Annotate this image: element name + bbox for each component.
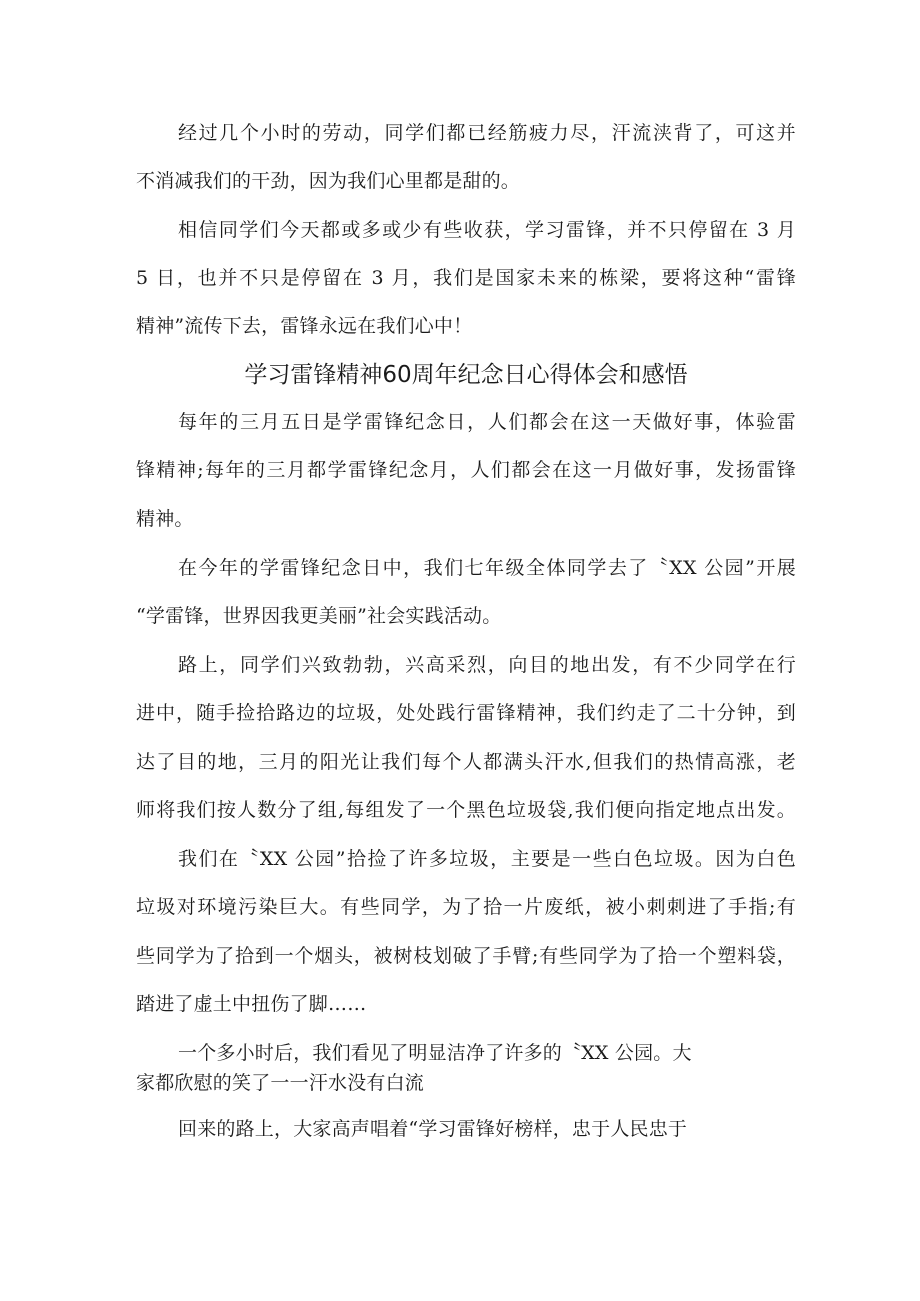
section-title: 学习雷锋精神60周年纪念日心得体会和感悟 bbox=[244, 362, 688, 388]
paragraph-line: 精神。 bbox=[136, 508, 194, 530]
paragraph-line: 家都欣慰的笑了一一汗水没有白流 bbox=[136, 1072, 425, 1094]
paragraph-line: 师将我们按人数分了组,每组发了一个黑色垃圾袋,我们便向指定地点出发。 bbox=[136, 799, 796, 821]
paragraph-line: 一个多小时后，我们看见了明显洁净了许多的〝XX 公园。大 bbox=[178, 1042, 692, 1064]
paragraph-line: 在今年的学雷锋纪念日中，我们七年级全体同学去了〝XX 公园”开展 bbox=[178, 557, 796, 579]
paragraph-line: 精神”流传下去，雷锋永远在我们心中！ bbox=[136, 315, 473, 337]
paragraph-line: “学雷锋，世界因我更美丽”社会实践活动。 bbox=[136, 605, 502, 627]
paragraph-line: 垃圾对环境污染巨大。有些同学，为了拾一片废纸，被小刺刺进了手指;有 bbox=[136, 896, 796, 918]
paragraph-line: 经过几个小时的劳动，同学们都已经筋疲力尽，汗流浃背了，可这并 bbox=[178, 122, 796, 144]
paragraph-line: 我们在〝XX 公园”拾捡了许多垃圾，主要是一些白色垃圾。因为白色 bbox=[178, 848, 796, 870]
paragraph-line: 回来的路上，大家高声唱着“学习雷锋好榜样，忠于人民忠于 bbox=[178, 1118, 688, 1140]
paragraph-line: 相信同学们今天都或多或少有些收获，学习雷锋，并不只停留在 3 月 bbox=[178, 219, 796, 241]
paragraph-line: 每年的三月五日是学雷锋纪念日，人们都会在这一天做好事，体验雷 bbox=[178, 411, 796, 433]
paragraph-line: 踏进了虚土中扭伤了脚…… bbox=[136, 993, 367, 1015]
paragraph-line: 进中，随手捡拾路边的垃圾，处处践行雷锋精神，我们约走了二十分钟，到 bbox=[136, 702, 796, 724]
paragraph-line: 些同学为了拾到一个烟头，被树枝划破了手臂;有些同学为了拾一个塑料袋， bbox=[136, 945, 796, 967]
paragraph-line: 路上，同学们兴致勃勃，兴高采烈，向目的地出发，有不少同学在行 bbox=[178, 654, 796, 676]
paragraph-line: 5 日，也并不只是停留在 3 月，我们是国家未来的栋梁，要将这种“雷锋 bbox=[136, 267, 796, 289]
paragraph-line: 达了目的地，三月的阳光让我们每个人都满头汗水,但我们的热情高涨，老 bbox=[136, 751, 796, 773]
paragraph-line: 不消减我们的干劲，因为我们心里都是甜的。 bbox=[136, 170, 521, 192]
paragraph-line: 锋精神;每年的三月都学雷锋纪念月，人们都会在这一月做好事，发扬雷锋 bbox=[136, 459, 796, 481]
